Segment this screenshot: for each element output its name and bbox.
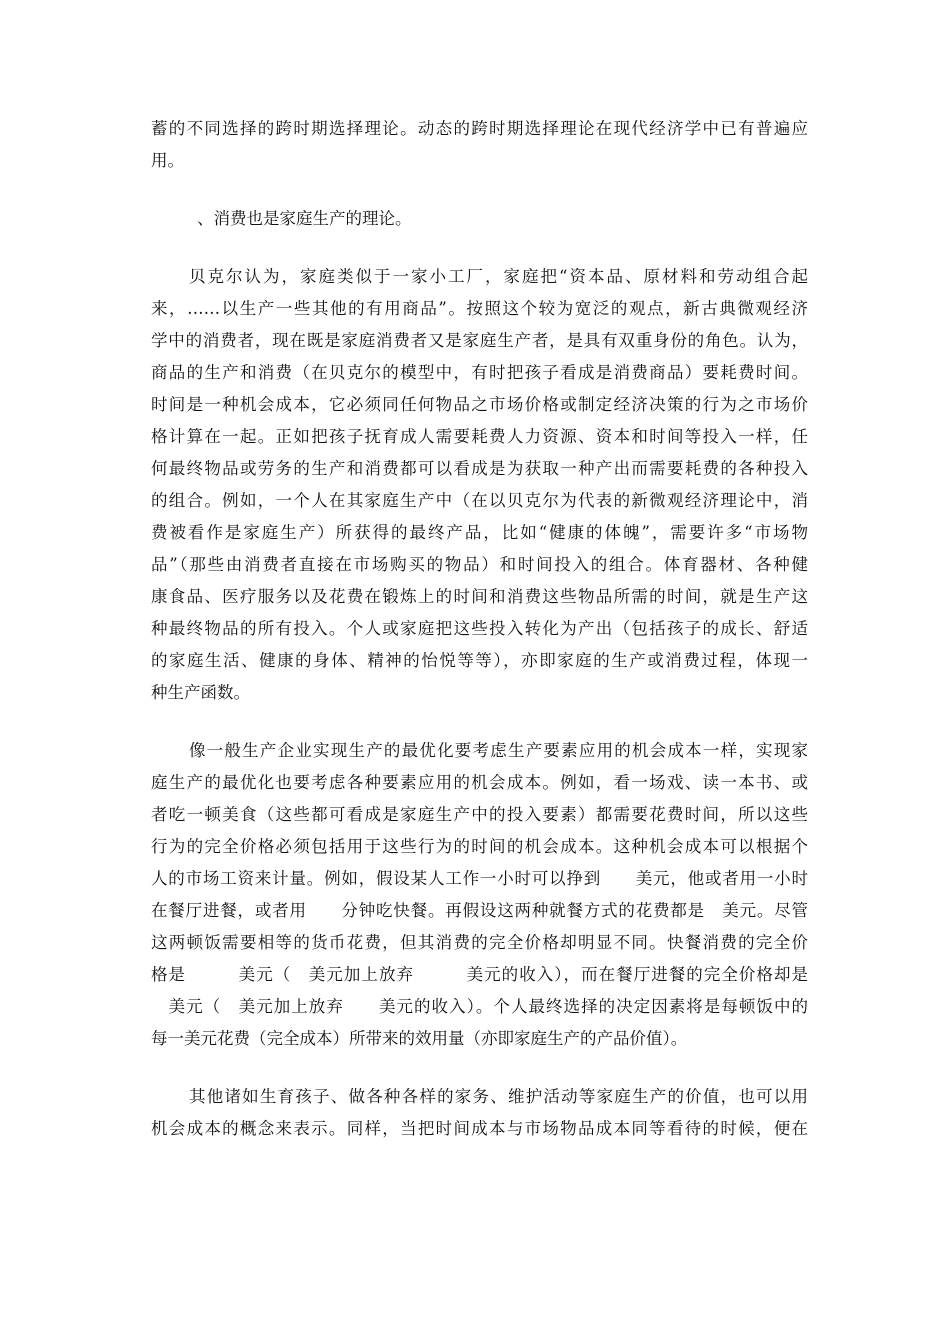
text-line: 种生产函数。 bbox=[151, 683, 250, 702]
document-body bbox=[151, 113, 808, 1145]
paragraph-household-value bbox=[151, 1081, 808, 1145]
paragraph-becker-household bbox=[151, 261, 808, 709]
text-line: 学中的消费者，现在既是家庭消费者又是家庭生产者，是具有双重身份的角色。认为， bbox=[151, 331, 808, 350]
text-line: 每一美元花费（完全成本）所带来的效用量（亦即家庭生产的产品价值）。 bbox=[151, 1029, 688, 1048]
text-line: 蓄的不同选择的跨时期选择理论。动态的跨时期选择理论在现代经济学中已有普遍应 bbox=[151, 119, 808, 138]
text-line: 这两顿饭需要相等的货币花费，但其消费的完全价格却明显不同。快餐消费的完全价 bbox=[151, 933, 808, 952]
text-line: 来，……以生产一些其他的有用商品”。按照这个较为宽泛的观点，新古典微观经济 bbox=[151, 299, 808, 318]
section-heading bbox=[151, 203, 808, 235]
paragraph-gap bbox=[151, 177, 808, 203]
text-line: 机会成本的概念来表示。同样，当把时间成本与市场物品成本同等看待的时候，便在 bbox=[151, 1119, 808, 1138]
text-line: 者吃一顿美食（这些都可看成是家庭生产中的投入要素）都需要花费时间，所以这些 bbox=[151, 805, 808, 824]
text-line: 何最终物品或劳务的生产和消费都可以看成是为获取一种产出而需要耗费的各种投入 bbox=[151, 459, 808, 478]
text-line: 格是 美元（ 美元加上放弃 美元的收入），而在餐厅进餐的完全价格却是 bbox=[151, 965, 808, 984]
text-line: 其他诸如生育孩子、做各种各样的家务、维护活动等家庭生产的价值，也可以用 bbox=[189, 1087, 808, 1106]
text-line: 商品的生产和消费（在贝克尔的模型中，有时把孩子看成是消费商品）要耗费时间。 bbox=[151, 363, 808, 382]
text-line: 行为的完全价格必须包括用于这些行为的时间的机会成本。这种机会成本可以根据个 bbox=[151, 837, 808, 856]
text-line: 美元（ 美元加上放弃 美元的收入）。个人最终选择的决定因素将是每顿饭中的 bbox=[151, 997, 808, 1016]
paragraph-gap bbox=[151, 1055, 808, 1081]
text-line: 在餐厅进餐，或者用 分钟吃快餐。再假设这两种就餐方式的花费都是 美元。尽管 bbox=[151, 901, 808, 920]
text-line: 人的市场工资来计量。例如，假设某人工作一小时可以挣到 美元，他或者用一小时 bbox=[151, 869, 808, 888]
text-line: 品”（那些由消费者直接在市场购买的物品）和时间投入的组合。体育器材、各种健 bbox=[151, 555, 808, 574]
text-line: 用。 bbox=[151, 151, 184, 170]
paragraph-gap bbox=[151, 235, 808, 261]
text-line: 时间是一种机会成本，它必须同任何物品之市场价格或制定经济决策的行为之市场价 bbox=[151, 395, 808, 414]
text-line: 庭生产的最优化也要考虑各种要素应用的机会成本。例如，看一场戏、读一本书、或 bbox=[151, 773, 808, 792]
paragraph-gap bbox=[151, 709, 808, 735]
text-line: 像一般生产企业实现生产的最优化要考虑生产要素应用的机会成本一样，实现家 bbox=[189, 741, 808, 760]
text-line: 的家庭生活、健康的身体、精神的怡悦等等），亦即家庭的生产或消费过程，体现一 bbox=[151, 651, 808, 670]
text-line: 格计算在一起。正如把孩子抚育成人需要耗费人力资源、资本和时间等投入一样，任 bbox=[151, 427, 808, 446]
text-line: 费被看作是家庭生产）所获得的最终产品，比如“健康的体魄”，需要许多“市场物 bbox=[151, 523, 808, 542]
text-line: 种最终物品的所有投入。个人或家庭把这些投入转化为产出（包括孩子的成长、舒适 bbox=[151, 619, 808, 638]
paragraph-opportunity-cost bbox=[151, 735, 808, 1055]
text-line: 贝克尔认为，家庭类似于一家小工厂，家庭把“资本品、原材料和劳动组合起 bbox=[189, 267, 808, 286]
text-line: 康食品、医疗服务以及花费在锻炼上的时间和消费这些物品所需的时间，就是生产这 bbox=[151, 587, 808, 606]
text-line: 、消费也是家庭生产的理论。 bbox=[197, 209, 412, 228]
paragraph-continuation bbox=[151, 113, 808, 177]
text-line: 的组合。例如，一个人在其家庭生产中（在以贝克尔为代表的新微观经济理论中，消 bbox=[151, 491, 808, 510]
